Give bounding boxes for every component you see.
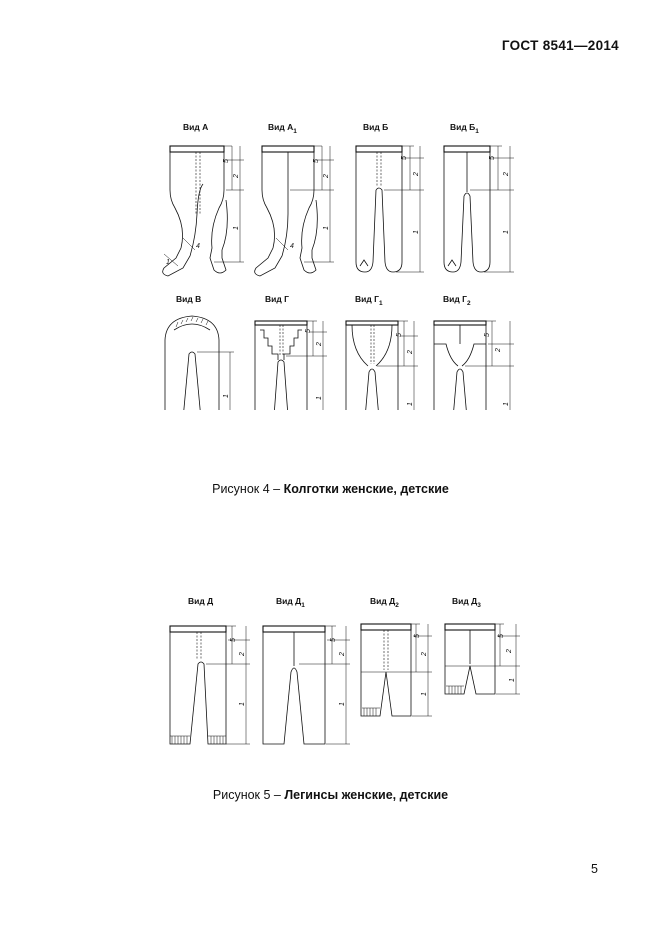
view-v-drawing [165,316,234,410]
svg-text:1: 1 [233,226,240,230]
svg-text:5: 5 [401,156,408,160]
view-g2-label: Вид $Г_2$ [443,294,471,307]
view-a1-drawing [255,146,334,276]
svg-text:1: 1 [223,394,230,398]
svg-text:5: 5 [414,634,421,638]
view-g2-drawing [434,321,514,410]
svg-text:1: 1 [407,402,414,406]
svg-text:2: 2 [506,649,513,653]
svg-text:2: 2 [413,172,420,176]
view-g-label: Вид Г [265,294,289,304]
svg-text:1: 1 [239,702,246,706]
svg-text:4: 4 [196,243,200,250]
view-v-label: Вид В [176,294,202,304]
svg-text:1: 1 [316,396,323,400]
svg-text:2: 2 [339,652,346,656]
view-a1-label: Вид $А_1$ [268,122,297,135]
svg-text:2: 2 [316,342,323,346]
svg-text:5: 5 [305,329,312,333]
view-a-drawing [163,146,244,276]
svg-text:5: 5 [313,159,320,163]
svg-text:5: 5 [489,156,496,160]
view-d-label: Вид Д [188,596,214,606]
view-d3-label: Вид $Д_3$ [452,596,481,609]
svg-text:5: 5 [230,638,237,642]
svg-text:1: 1 [413,230,420,234]
svg-text:1: 1 [503,230,510,234]
view-b1-label: Вид $Б_1$ [450,122,479,135]
svg-text:2: 2 [495,348,502,352]
view-d1-drawing [263,626,350,744]
svg-text:1: 1 [509,678,516,682]
figure-4-caption: Рисунок 4 – Колготки женские, детские [212,482,449,496]
view-b-drawing [356,146,424,272]
view-g1-drawing [346,321,418,410]
view-b1-drawing [444,146,514,272]
view-d2-label: Вид $Д_2$ [370,596,399,609]
view-d2-drawing [361,624,432,716]
svg-text:5: 5 [396,333,403,337]
view-d1-label: Вид $Д_1$ [276,596,305,609]
view-g-drawing [255,321,327,410]
document-header: ГОСТ 8541—2014 [501,38,619,53]
svg-text:2: 2 [421,652,428,656]
svg-text:2: 2 [233,174,240,178]
svg-text:1: 1 [166,259,170,266]
svg-text:5: 5 [223,159,230,163]
svg-text:5: 5 [484,333,491,337]
svg-text:5: 5 [498,634,505,638]
svg-text:4: 4 [290,243,294,250]
svg-text:2: 2 [239,652,246,656]
view-g1-label: Вид $Г_1$ [355,294,383,307]
figure-5-caption: Рисунок 5 – Легинсы женские, детские [212,788,449,802]
view-b-label: Вид Б [363,122,389,132]
svg-text:2: 2 [503,172,510,176]
svg-text:2: 2 [407,350,414,354]
page-number: 5 [591,862,598,876]
svg-text:1: 1 [503,402,510,406]
view-d3-drawing [445,624,520,694]
figure-4-drawings [0,110,661,410]
svg-text:1: 1 [323,226,330,230]
svg-text:5: 5 [330,638,337,642]
view-a-label: Вид А [183,122,209,132]
svg-text:1: 1 [421,692,428,696]
view-d-drawing [170,626,250,744]
svg-text:1: 1 [339,702,346,706]
figure-5-drawings [0,590,661,750]
svg-text:2: 2 [323,174,330,178]
